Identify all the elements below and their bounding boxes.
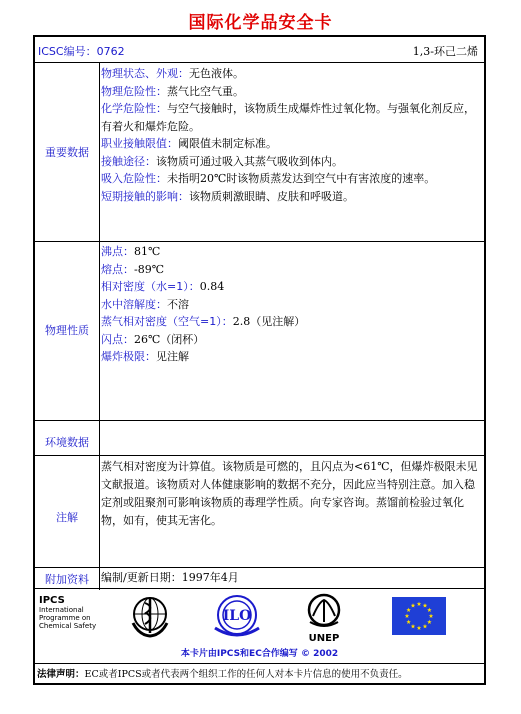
- row-inhalation-risk: 吸入危险性：未指明20℃时该物质蒸发达到空气中有害浓度的速率。: [101, 172, 436, 185]
- section-content-important: [101, 65, 483, 205]
- ilo-logo-icon: [210, 592, 264, 642]
- section-label-environment: 环境数据: [45, 436, 89, 449]
- divider: [35, 455, 484, 456]
- legal-text: EC或者IPCS或者代表两个组织工作的任何人对本卡片信息的使用不负责任。: [84, 669, 408, 680]
- chemical-name: 1,3-环己二烯: [412, 45, 478, 58]
- ipcs-subtitle: International: [39, 606, 84, 614]
- section-label-notes: 注解: [56, 511, 78, 524]
- row-short-term-effects: 短期接触的影响：该物质刺激眼睛、皮肤和呼吸道。: [101, 189, 354, 203]
- divider: [35, 663, 484, 664]
- svg-text:ILO: ILO: [222, 608, 252, 624]
- row-physical-hazard: 物理危险性：蒸气比空气重。: [101, 84, 244, 98]
- card-credit: 本卡片由IPCS和EC合作编写 © 2002: [180, 649, 339, 659]
- row-boiling-point: 沸点：81℃: [101, 245, 161, 258]
- svg-text:UNEP: UNEP: [308, 633, 340, 644]
- who-logo-icon: [127, 593, 173, 639]
- unep-logo-icon: [299, 592, 349, 644]
- ipcs-subtitle: Chemical Safety: [39, 622, 97, 630]
- icsc-number: ICSC编号：0762: [38, 45, 125, 58]
- row-water-solubility: 水中溶解度：不溶: [101, 297, 189, 311]
- row-flash-point: 闪点：26℃（闭杯）: [101, 332, 205, 346]
- ipcs-title: IPCS: [39, 595, 65, 606]
- section-content-additional: 编制/更新日期：1997年4月: [101, 571, 239, 584]
- section-content-notes: 蒸气相对密度为计算值。该物质是可燃的，且闪点为<61℃，但爆炸极限未见文献报道。该物质对人体健康影响的数据不充分，因此应当特别注意。加入稳定剂或阻聚剂可影响该物质的毒理学性质。向专家咨询。蒸馏前检验过氧化物，如有，使其无害化。: [101, 460, 478, 527]
- divider: [35, 62, 484, 63]
- row-explosive-limits: 爆炸极限：见注解: [101, 350, 189, 363]
- section-content-physical: [101, 243, 483, 366]
- divider: [35, 241, 484, 242]
- row-appearance: 物理状态、外观：无色液体。: [101, 67, 244, 80]
- section-label-physical: 物理性质: [45, 324, 89, 337]
- eu-flag-icon: [392, 597, 446, 635]
- column-divider: [99, 62, 100, 590]
- section-label-important: 重要数据: [45, 146, 89, 159]
- row-exposure-limit: 职业接触限值：阈限值未制定标准。: [101, 137, 277, 150]
- legal-notice: [37, 666, 408, 680]
- ipcs-subtitle: Programme on: [39, 614, 91, 622]
- legal-label: 法律声明：: [37, 669, 85, 680]
- safety-card: [33, 35, 486, 685]
- row-melting-point: 熔点：-89℃: [101, 262, 165, 276]
- ipcs-block: [39, 595, 96, 630]
- row-relative-density: 相对密度（水=1）：0.84: [101, 280, 225, 293]
- section-label-additional: 附加资料: [45, 573, 89, 586]
- row-exposure-route: 接触途径：该物质可通过吸入其蒸气吸收到体内。: [101, 154, 343, 168]
- card-title: 国际化学品安全卡: [188, 13, 333, 33]
- divider: [35, 420, 484, 421]
- divider: [35, 588, 484, 589]
- row-chemical-hazard: 化学危险性：与空气接触时，该物质生成爆炸性过氧化物。与强氧化剂反应，有着火和爆炸危险。: [101, 102, 475, 133]
- divider: [35, 567, 484, 568]
- row-vapour-density: 蒸气相对密度（空气=1）：2.8（见注解）: [101, 315, 306, 328]
